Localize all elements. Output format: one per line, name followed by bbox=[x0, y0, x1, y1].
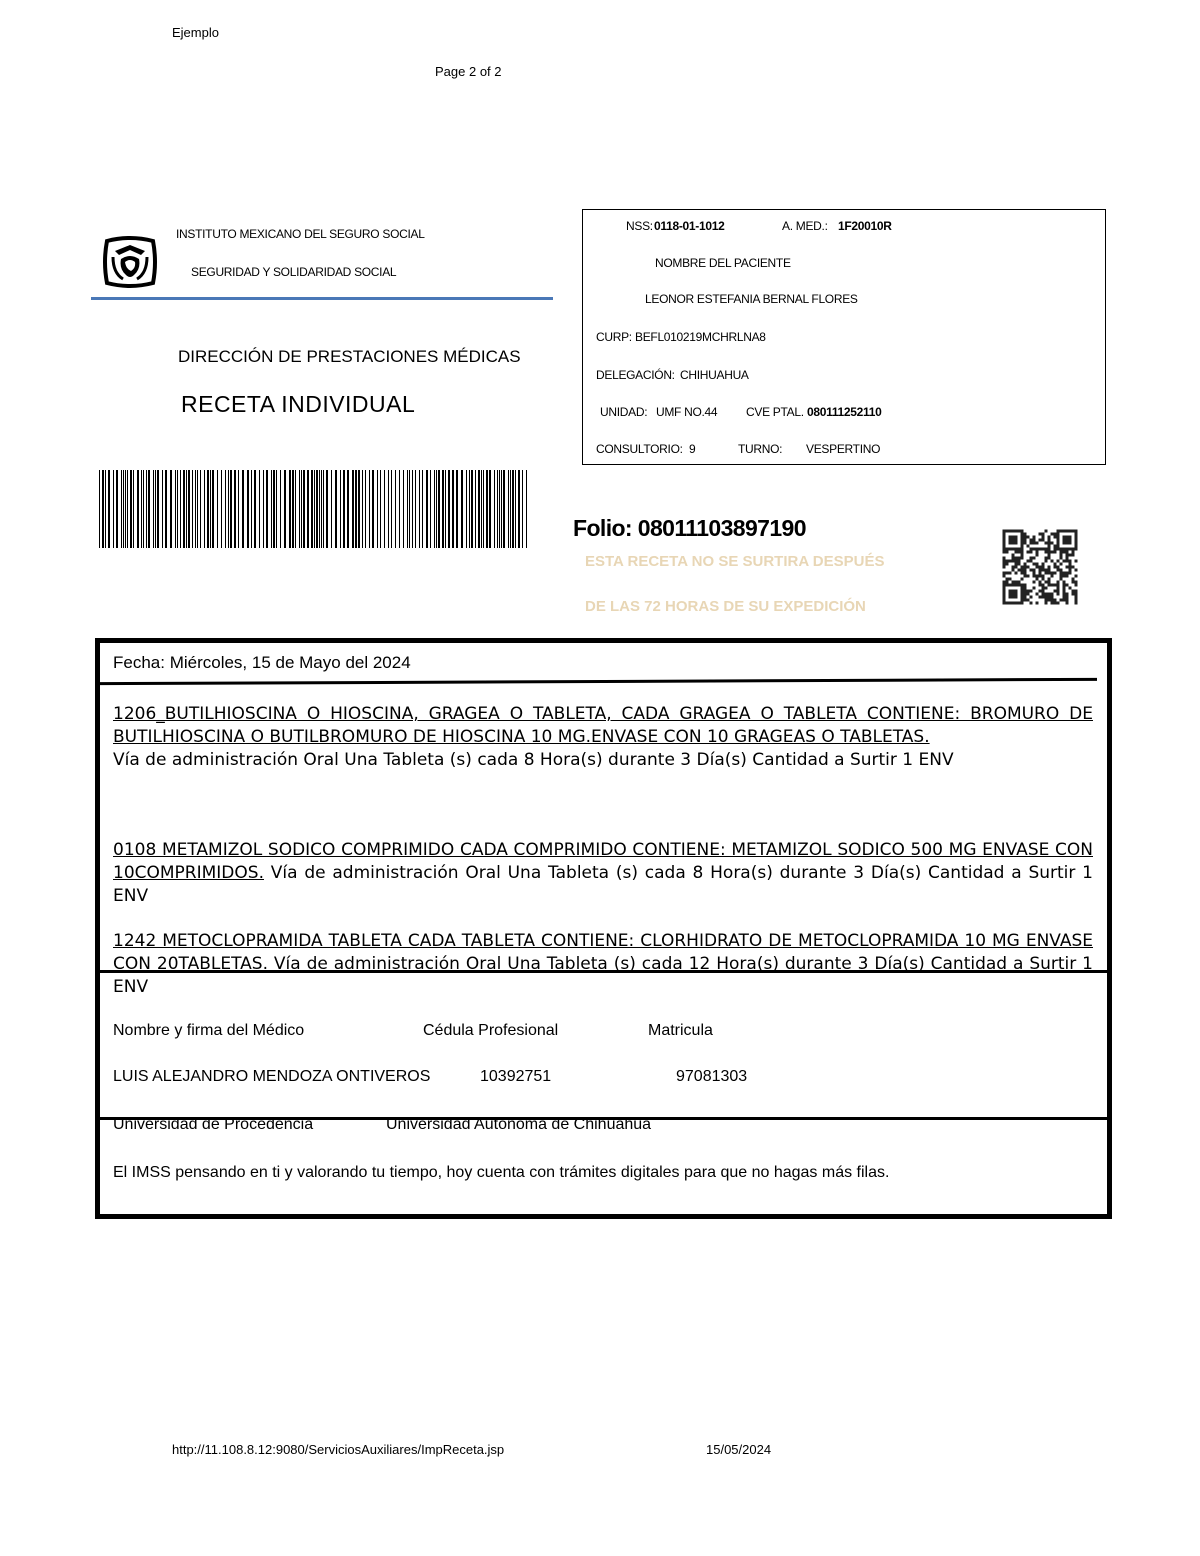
promo-message: El IMSS pensando en ti y valorando tu tiempo, hoy cuenta con trámites digitales para que no hagas más filas. bbox=[113, 1164, 890, 1181]
medication-instructions: Vía de administración Oral Una Tableta (s) cada 8 Hora(s) durante 3 Día(s) Cantidad a Surtir 1 ENV bbox=[113, 750, 954, 770]
medication-instructions: Vía de administración Oral Una Tableta (s) cada 8 Hora(s) durante 3 Día(s) Cantidad a Surtir 1 ENV bbox=[113, 863, 1093, 906]
institution-motto: SEGURIDAD Y SOLIDARIDAD SOCIAL bbox=[191, 265, 397, 279]
medication-item bbox=[113, 930, 1093, 999]
institution-name: INSTITUTO MEXICANO DEL SEGURO SOCIAL bbox=[176, 227, 425, 241]
doctor-name: LUIS ALEJANDRO MENDOZA ONTIVEROS bbox=[113, 1068, 431, 1085]
cve-value: 080111252110 bbox=[807, 405, 882, 419]
unidad-value: UMF NO.44 bbox=[656, 405, 718, 419]
medication-item bbox=[113, 703, 1093, 772]
cve-label: CVE PTAL. bbox=[746, 405, 804, 419]
patient-name: LEONOR ESTEFANIA BERNAL FLORES bbox=[645, 292, 858, 306]
prescription-date: Fecha: Miércoles, 15 de Mayo del 2024 bbox=[113, 653, 411, 672]
amed-value: 1F20010R bbox=[838, 219, 892, 233]
curp-value: BEFL010219MCHRLNA8 bbox=[635, 330, 766, 344]
medication-description: 1206_BUTILHIOSCINA O HIOSCINA, GRAGEA O TABLETA, CADA GRAGEA O TABLETA CONTIENE: BROMURO DE BUTILHIOSCINA O BUTILBROMURO DE HIOSCINA 10 MG.ENVASE CON 10 GRAGEAS O TABLETAS. bbox=[113, 704, 1093, 747]
delegacion-label: DELEGACIÓN: bbox=[596, 368, 675, 382]
amed-label: A. MED.: bbox=[782, 219, 828, 233]
folio bbox=[573, 515, 806, 542]
curp-label: CURP: bbox=[596, 330, 632, 344]
matricula-value: 97081303 bbox=[676, 1068, 748, 1085]
expiry-warning-line1: ESTA RECETA NO SE SURTIRA DESPUÉS bbox=[585, 553, 885, 570]
matricula-label: Matricula bbox=[648, 1022, 713, 1039]
qr-code-icon bbox=[1002, 529, 1078, 605]
folio-label: Folio: bbox=[573, 515, 632, 541]
turno-value: VESPERTINO bbox=[806, 442, 881, 456]
turno-label: TURNO: bbox=[738, 442, 783, 456]
cedula-value: 10392751 bbox=[480, 1068, 552, 1085]
delegacion-value: CHIHUAHUA bbox=[680, 368, 749, 382]
medication-description: 0108 METAMIZOL SODICO COMPRIMIDO CADA COMPRIMIDO CONTIENE: METAMIZOL SODICO 500 MG ENVASE CON 10COMPRIMIDOS. bbox=[113, 840, 1093, 883]
patient-info-box bbox=[582, 209, 1106, 465]
medication-instructions: Vía de administración Oral Una Tableta (s) cada 12 Hora(s) durante 3 Día(s) Cantidad a Surtir 1 ENV bbox=[113, 954, 1094, 997]
university-label: Universidad de Procedencia bbox=[113, 1116, 314, 1133]
doctor-name-label: Nombre y firma del Médico bbox=[113, 1022, 305, 1039]
footer-url: http://11.108.8.12:9080/ServiciosAuxiliares/ImpReceta.jsp bbox=[172, 1442, 505, 1457]
imss-logo-icon bbox=[101, 235, 159, 289]
expiry-warning-line2: DE LAS 72 HORAS DE SU EXPEDICIÓN bbox=[585, 598, 866, 615]
medication-item bbox=[113, 839, 1093, 908]
document-title: RECETA INDIVIDUAL bbox=[181, 391, 416, 417]
cedula-label: Cédula Profesional bbox=[423, 1022, 559, 1039]
nss-label: NSS: bbox=[626, 219, 653, 233]
barcode bbox=[97, 470, 531, 550]
direction-title: DIRECCIÓN DE PRESTACIONES MÉDICAS bbox=[178, 347, 521, 366]
consultorio-label: CONSULTORIO: bbox=[596, 442, 683, 456]
consultorio-value: 9 bbox=[689, 442, 696, 456]
page-number: Page 2 of 2 bbox=[435, 64, 502, 79]
medication-description: 1242 METOCLOPRAMIDA TABLETA CADA TABLETA CONTIENE: CLORHIDRATO DE METOCLOPRAMIDA 10 MG ENVASE CON 20TABLETAS. bbox=[113, 931, 1093, 974]
nss-value: 0118-01-1012 bbox=[654, 219, 725, 233]
header-label: Ejemplo bbox=[172, 25, 219, 40]
header-divider bbox=[91, 297, 553, 300]
unidad-label: UNIDAD: bbox=[600, 405, 648, 419]
footer-date: 15/05/2024 bbox=[706, 1442, 772, 1457]
patient-name-label: NOMBRE DEL PACIENTE bbox=[655, 256, 791, 270]
folio-value: 08011103897190 bbox=[637, 515, 806, 541]
university-value: Universidad Autonoma de Chihuahua bbox=[386, 1116, 652, 1133]
